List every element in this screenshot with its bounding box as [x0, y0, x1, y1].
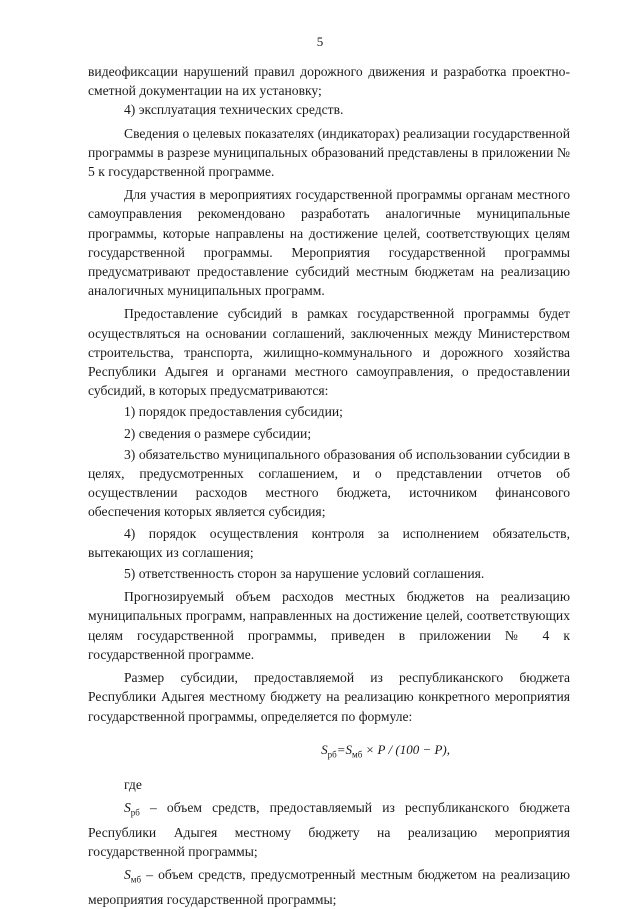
formula-rhs-sub: мб [352, 749, 363, 760]
formula-rest: × P / (100 − P) [365, 741, 447, 757]
formula-eq: = [336, 741, 346, 757]
list-item-1: 1) порядок предоставления субсидии; [124, 404, 343, 420]
subsidy-formula [88, 740, 570, 765]
definition-2 [88, 865, 570, 909]
list-item-5: 5) ответственность сторон за нарушение условий соглашения. [124, 566, 485, 582]
paragraph-5: Предоставление субсидий в рамках государственной программы будет осуществляться на основании соглашений, заключенных между Министерством строительства, транспорта, жилищно-коммунального и дорожного хозяйства Республики Адыгея и органами местного самоуправления, о предоставлении субсидий, в которых предусматриваются: [88, 306, 570, 399]
definition-1 [88, 798, 570, 861]
paragraph-1: видеофиксации нарушений правил дорожного движения и разработка проектно-сметной документации на их установку; [88, 64, 570, 99]
definition-2-symbol: S [124, 867, 131, 883]
formula-lhs: S [321, 741, 328, 757]
paragraph-7: Размер субсидии, предоставляемой из республиканского бюджета Республики Адыгея местному бюджету на реализацию конкретного мероприятия государственной программы, определяется по формуле: [88, 670, 570, 724]
definition-1-symbol: S [124, 799, 131, 815]
paragraph-2: 4) эксплуатация технических средств. [124, 102, 344, 118]
formula-rhs-s: S [345, 741, 352, 757]
formula-trail: , [446, 741, 450, 757]
paragraph-4: Для участия в мероприятиях государственной программы органам местного самоуправления рекомендовано разработать аналогичные муниципальные программы, которые направлены на достижение целей, соответствующих целям государственной программы. Мероприятия государственной программы предусматривают предоставление субсидий местным бюджетам на реализацию аналогичных муниципальных программ. [88, 187, 570, 299]
page-number: 5 [316, 34, 324, 49]
list-item-4: 4) порядок осуществления контроля за исполнением обязательств, вытекающих из соглашения; [88, 525, 570, 560]
paragraph-3: Сведения о целевых показателях (индикаторах) реализации государственной программы в разрезе муниципальных образований представлены в приложении № 5 к государственной программе. [88, 125, 570, 180]
definition-1-text: – объем средств, предоставляемый из республиканского бюджета Республики Адыгея местному бюджету на реализацию мероприятия государственной программы; [88, 799, 570, 859]
list-item-2: 2) сведения о размере субсидии; [124, 425, 312, 441]
list-item-3: 3) обязательство муниципального образования об использовании субсидии в целях, предусмотренных соглашением, и о представлении отчетов об осуществлении расходов местного бюджета, источником финансового обеспечения которых является субсидия; [88, 446, 570, 520]
formula-lhs-sub: рб [327, 749, 337, 760]
where-label: где [124, 776, 142, 792]
document-body [88, 62, 570, 909]
definition-2-text: – объем средств, предусмотренный местным бюджетом на реализацию мероприятия государственной программы; [88, 867, 570, 907]
definition-1-sub: рб [130, 807, 140, 818]
definition-2-sub: мб [130, 874, 142, 885]
paragraph-6: Прогнозируемый объем расходов местных бюджетов на реализацию муниципальных программ, направленных на достижение целей, соответствующих целям государственной программы, приведен в приложении № 4 к государственной программе. [88, 589, 570, 662]
